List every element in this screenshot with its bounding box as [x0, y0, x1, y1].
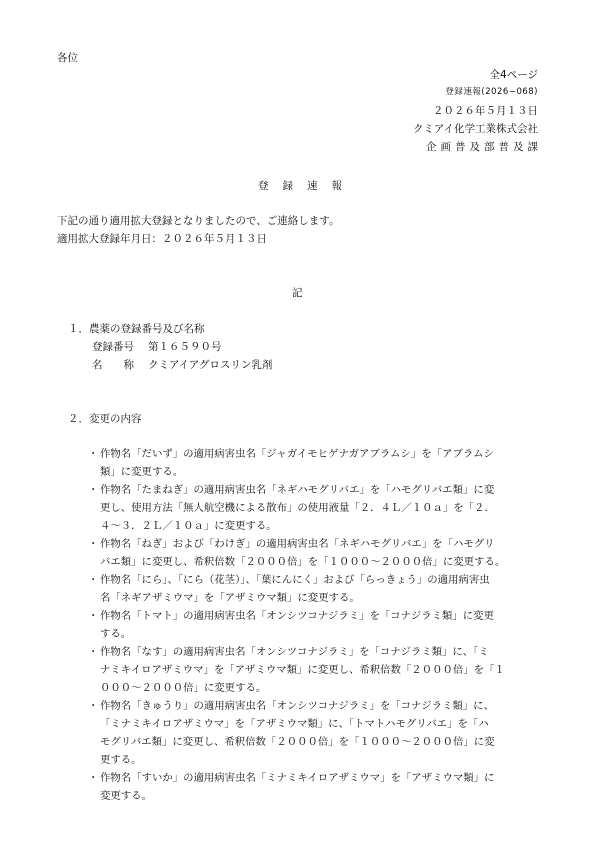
bullet-mark: ・ [88, 574, 99, 586]
report-number: 登録速報(2026−068) [445, 87, 538, 97]
bullet-mark: ・ [88, 610, 99, 622]
recipient: 各位 [57, 52, 78, 64]
bullet-mark: ・ [88, 538, 99, 550]
change-item-line: 作物名「ねぎ」および「わけぎ」の適用病害虫名「ネギハモグリバエ」を「ハモグリ [100, 538, 495, 550]
change-item-line: 作物名「きゅうり」の適用病害虫名「オンシツコナジラミ」を「コナジラミ類」に、 [100, 700, 494, 712]
section2-heading: ２．変更の内容 [68, 413, 142, 425]
change-item-line: ０００～２０００倍」に変更する。 [100, 682, 267, 694]
change-item-line: ４～３．２Ｌ／１０ａ」に変更する。 [100, 520, 277, 532]
change-item-line: する。 [100, 628, 132, 640]
product-name-label: 名 称 [92, 359, 134, 371]
change-item-line: 作物名「すいか」の適用病害虫名「ミナミキイロアザミウマ」を「アザミウマ類」に [100, 772, 495, 784]
change-item-line: 変更する。 [100, 790, 152, 802]
change-item-line: 名「ネギアザミウマ」を「アザミウマ類」に変更する。 [100, 592, 360, 604]
page-count: 全4ページ [489, 69, 538, 81]
bullet-mark: ・ [88, 700, 99, 712]
change-item-line: バエ類」に変更し、希釈倍数「２０００倍」を「１０００～２０００倍」に変更する。 [100, 556, 506, 568]
product-name-value: クミアイアグロスリン乳剤 [148, 359, 273, 371]
section1-heading: １．農薬の登録番号及び名称 [68, 323, 205, 335]
issue-date: ２０２６年５月１３日 [433, 105, 538, 117]
company-name: クミアイ化学工業株式会社 [412, 123, 538, 135]
change-item-line: 作物名「だいず」の適用病害虫名「ジャガイモヒゲナガアブラムシ」を「アブラムシ [100, 448, 494, 460]
change-item-line: 「ミナミキイロアザミウマ」を「アザミウマ類」に、「トマトハモグリバエ」を「ハ [100, 718, 489, 730]
department-name: 企画普及部普及課 [426, 141, 542, 153]
change-item-line: ナミキイロアザミウマ」を「アザミウマ類」に変更し、希釈倍数「２０００倍」を「１ [100, 664, 505, 676]
registration-number-value: 第１６５９０号 [148, 341, 222, 353]
registration-date: 適用拡大登録年月日：２０２６年５月１３日 [57, 233, 267, 245]
bullet-mark: ・ [88, 484, 99, 496]
change-item-line: 更し、使用方法「無人航空機による散布」の使用液量「２．４Ｌ／１０ａ」を「２． [100, 502, 495, 514]
change-item-line: 作物名「なす」の適用病害虫名「オンシツコナジラミ」を「コナジラミ類」に、「ミ [100, 646, 489, 658]
bullet-mark: ・ [88, 646, 99, 658]
ki-mark: 記 [292, 287, 303, 299]
bullet-mark: ・ [88, 772, 99, 784]
intro-text: 下記の通り適用拡大登録となりましたので、ご連絡します。 [57, 215, 340, 227]
change-item-line: 作物名「トマト」の適用病害虫名「オンシツコナジラミ」を「コナジラミ類」に変更 [100, 610, 494, 622]
change-item-line: 更する。 [100, 754, 142, 766]
document-title: 登録速報 [258, 180, 356, 192]
change-item-line: 作物名「たまねぎ」の適用病害虫名「ネギハモグリバエ」を「ハモグリバエ類」に変 [100, 484, 495, 496]
change-item-line: モグリバエ類」に変更し、希釈倍数「２０００倍」を「１０００～２０００倍」に変 [100, 736, 495, 748]
change-item-line: 作物名「にら」、「にら（花茎）」、「葉にんにく」および「らっきょう」の適用病害虫 [100, 574, 490, 586]
registration-number-label: 登録番号 [92, 341, 134, 353]
change-item-line: 類」に変更する。 [100, 466, 184, 478]
bullet-mark: ・ [88, 448, 99, 460]
